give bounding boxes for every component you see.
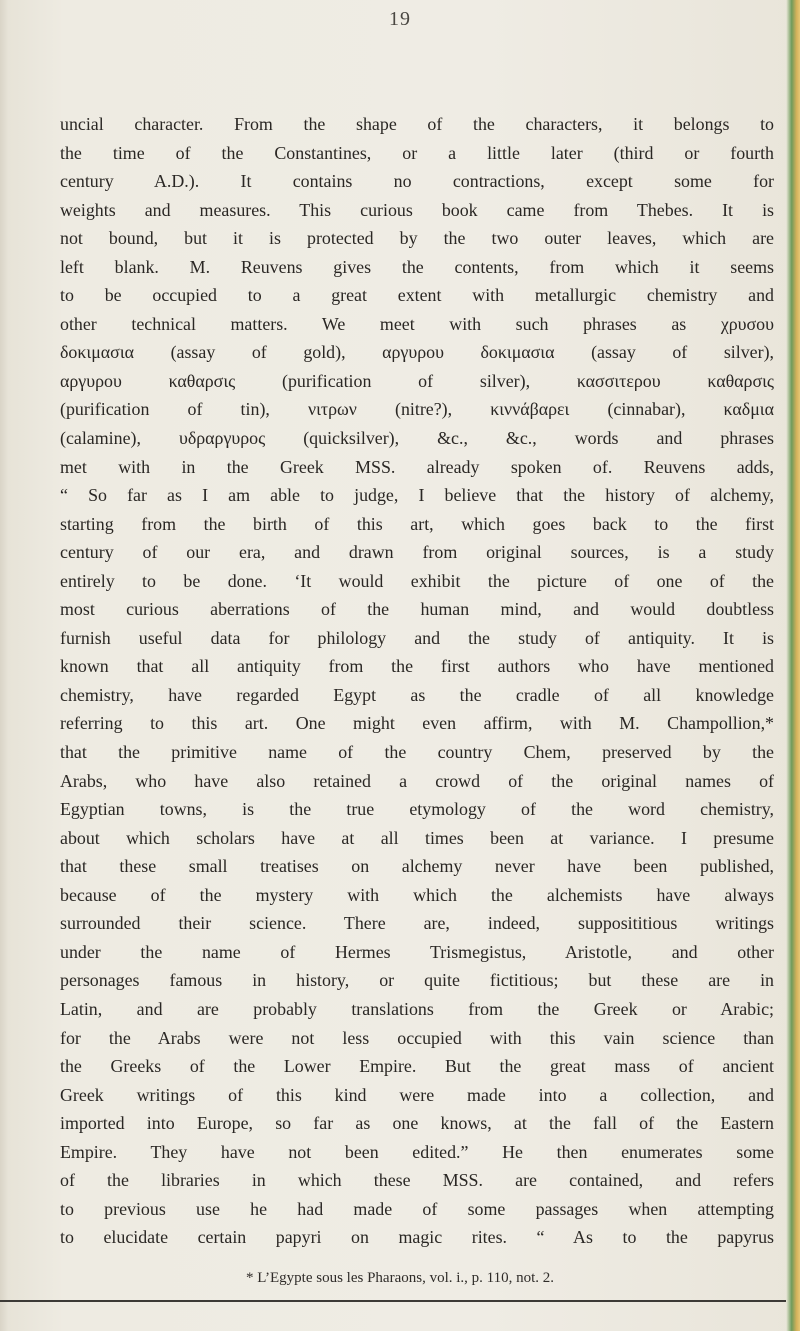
text-line: other technical matters. We meet with such phrases as χρυσου — [60, 313, 774, 334]
text-line: century A.D.). It contains no contractions, except some for — [60, 171, 774, 192]
text-line: starting from the birth of this art, which goes back to the first — [60, 513, 774, 534]
text-line: to be occupied to a great extent with metallurgic chemistry and — [60, 285, 774, 306]
page-gutter-shadow — [0, 0, 8, 1331]
text-line: (calamine), υδραργυρος (quicksilver), &c., &c., words and phrases — [60, 428, 774, 449]
text-line: uncial character. From the shape of the characters, it belongs to — [60, 114, 774, 134]
text-line: left blank. M. Reuvens gives the contents, from which it seems — [60, 256, 774, 277]
text-line: referring to this art. One might even affirm, with M. Champollion,* — [60, 713, 774, 734]
text-line: not bound, but it is protected by the two outer leaves, which are — [60, 228, 774, 249]
body-text — [60, 110, 774, 1252]
text-line: furnish useful data for philology and the study of antiquity. It is — [60, 627, 774, 648]
text-line: imported into Europe, so far as one knows, at the fall of the Eastern — [60, 1113, 774, 1134]
text-line: weights and measures. This curious book came from Thebes. It is — [60, 199, 774, 220]
text-line: Latin, and are probably translations from the Greek or Arabic; — [60, 998, 774, 1019]
page-edge-strip — [786, 0, 800, 1331]
text-line: of the libraries in which these MSS. are contained, and refers — [60, 1170, 774, 1191]
text-line: αργυρου καθαρσις (purification of silver), κασσιτερου καθαρσις — [60, 370, 774, 391]
text-line: met with in the Greek MSS. already spoken of. Reuvens adds, — [60, 456, 774, 477]
text-line: “ So far as I am able to judge, I believe that the history of alchemy, — [60, 485, 774, 506]
text-line: known that all antiquity from the first authors who have mentioned — [60, 656, 774, 677]
footnote: * L’Egypte sous les Pharaons, vol. i., p. 110, not. 2. — [245, 1270, 555, 1286]
text-line: century of our era, and drawn from original sources, is a study — [60, 542, 774, 563]
text-line: to elucidate certain papyri on magic rites. “ As to the papyrus — [60, 1227, 774, 1248]
text-line: the time of the Constantines, or a little later (third or fourth — [60, 142, 774, 163]
text-line: Greek writings of this kind were made into a collection, and — [60, 1084, 774, 1105]
text-line: under the name of Hermes Trismegistus, Aristotle, and other — [60, 941, 774, 962]
text-line: Empire. They have not been edited.” He then enumerates some — [60, 1141, 774, 1162]
text-line: Egyptian towns, is the true etymology of the word chemistry, — [60, 799, 774, 820]
page-number: 19 — [389, 8, 411, 30]
text-line: the Greeks of the Lower Empire. But the great mass of ancient — [60, 1056, 774, 1077]
text-line: because of the mystery with which the alchemists have always — [60, 884, 774, 905]
text-line: entirely to be done. ‘It would exhibit the picture of one of the — [60, 570, 774, 591]
text-line: Arabs, who have also retained a crowd of the original names of — [60, 770, 774, 791]
text-line: most curious aberrations of the human mind, and would doubtless — [60, 599, 774, 620]
text-line: to previous use he had made of some passages when attempting — [60, 1198, 774, 1219]
text-line: δοκιμασια (assay of gold), αργυρου δοκιμασια (assay of silver), — [60, 342, 774, 363]
text-line: (purification of tin), νιτρων (nitre?), κιννάβαρει (cinnabar), καδμια — [60, 399, 774, 420]
page-bottom-rule — [0, 1300, 786, 1302]
text-line: chemistry, have regarded Egypt as the cradle of all knowledge — [60, 684, 774, 705]
text-line: about which scholars have at all times been at variance. I presume — [60, 827, 774, 848]
text-line: for the Arabs were not less occupied with this vain science than — [60, 1027, 774, 1048]
text-line: surrounded their science. There are, indeed, supposititious writings — [60, 913, 774, 934]
text-line: that the primitive name of the country Chem, preserved by the — [60, 742, 774, 763]
text-line: personages famous in history, or quite fictitious; but these are in — [60, 970, 774, 991]
text-line: that these small treatises on alchemy never have been published, — [60, 856, 774, 877]
